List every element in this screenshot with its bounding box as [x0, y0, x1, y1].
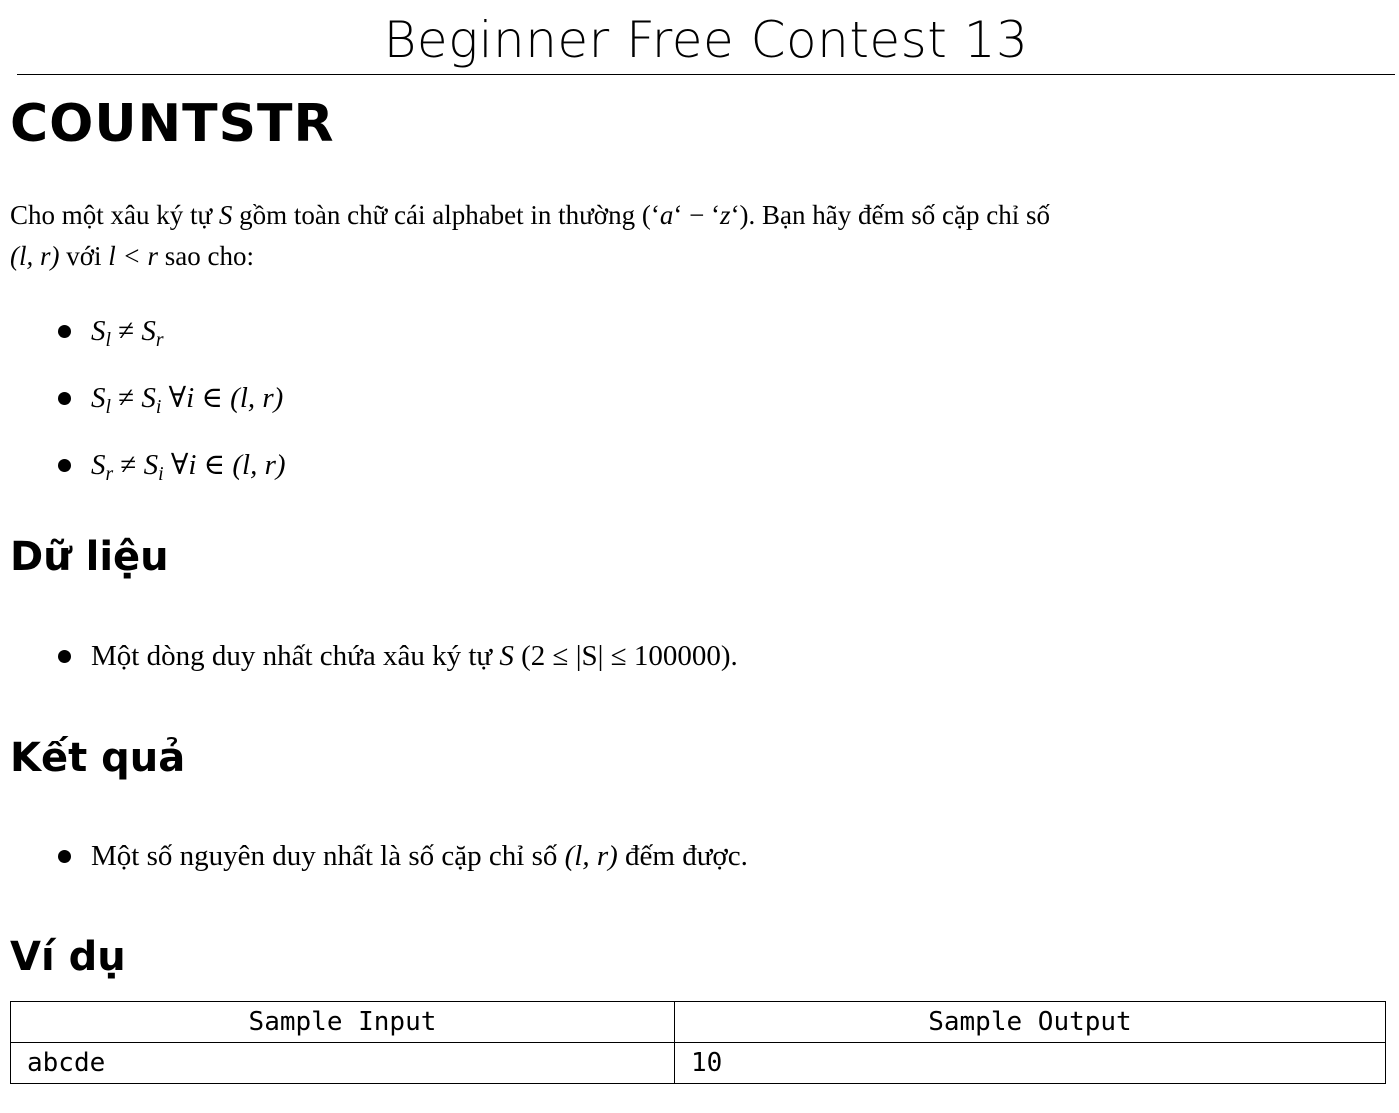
- condition-list: [58, 314, 286, 515]
- contest-title: Beginner Free Contest 13: [383, 11, 1029, 69]
- char-z: z: [720, 200, 731, 230]
- sample-output-header: Sample Output: [674, 1002, 1385, 1043]
- var-s: S: [218, 200, 233, 230]
- condition-item: $S_l \ne S_i$ ∀i ∈ (l, r): [58, 381, 286, 448]
- problem-statement: [10, 195, 1394, 277]
- sample-table: [10, 1001, 1386, 1084]
- sample-input-header: Sample Input: [11, 1002, 675, 1043]
- bullet-icon: [58, 459, 71, 472]
- condition-item: $S_l \ne S_r$: [58, 314, 286, 381]
- input-heading: Dữ liệu: [10, 534, 169, 580]
- output-description: Một số nguyên duy nhất là số cặp chỉ số (l, r) đếm được.: [58, 839, 748, 873]
- sample-output-cell: 10: [674, 1043, 1385, 1084]
- table-header-row: [11, 1002, 1386, 1043]
- bullet-icon: [58, 650, 71, 663]
- input-description: Một dòng duy nhất chứa xâu ký tự S (2 ≤ |S| ≤ 100000).: [58, 639, 738, 673]
- bullet-icon: [58, 392, 71, 405]
- example-heading: Ví dụ: [10, 934, 126, 980]
- bullet-icon: [58, 850, 71, 863]
- char-a: a: [659, 200, 674, 230]
- statement-line-1: Cho một xâu ký tự S gồm toàn chữ cái alphabet in thường (‘a‘ − ‘z‘). Bạn hãy đếm số cặp chỉ số: [10, 200, 1050, 230]
- problem-code: COUNTSTR: [10, 94, 335, 154]
- output-heading: Kết quả: [10, 735, 186, 781]
- sample-input-cell: abcde: [11, 1043, 675, 1084]
- condition-item: $S_r \ne S_i$ ∀i ∈ (l, r): [58, 448, 286, 515]
- statement-line-2: (l, r) với l < r sao cho:: [10, 241, 254, 271]
- header-divider: [17, 74, 1395, 75]
- pair-lr: (l, r): [10, 241, 60, 271]
- bullet-icon: [58, 325, 71, 338]
- condition-l-lt-r: l < r: [108, 241, 159, 271]
- table-row: [11, 1043, 1386, 1084]
